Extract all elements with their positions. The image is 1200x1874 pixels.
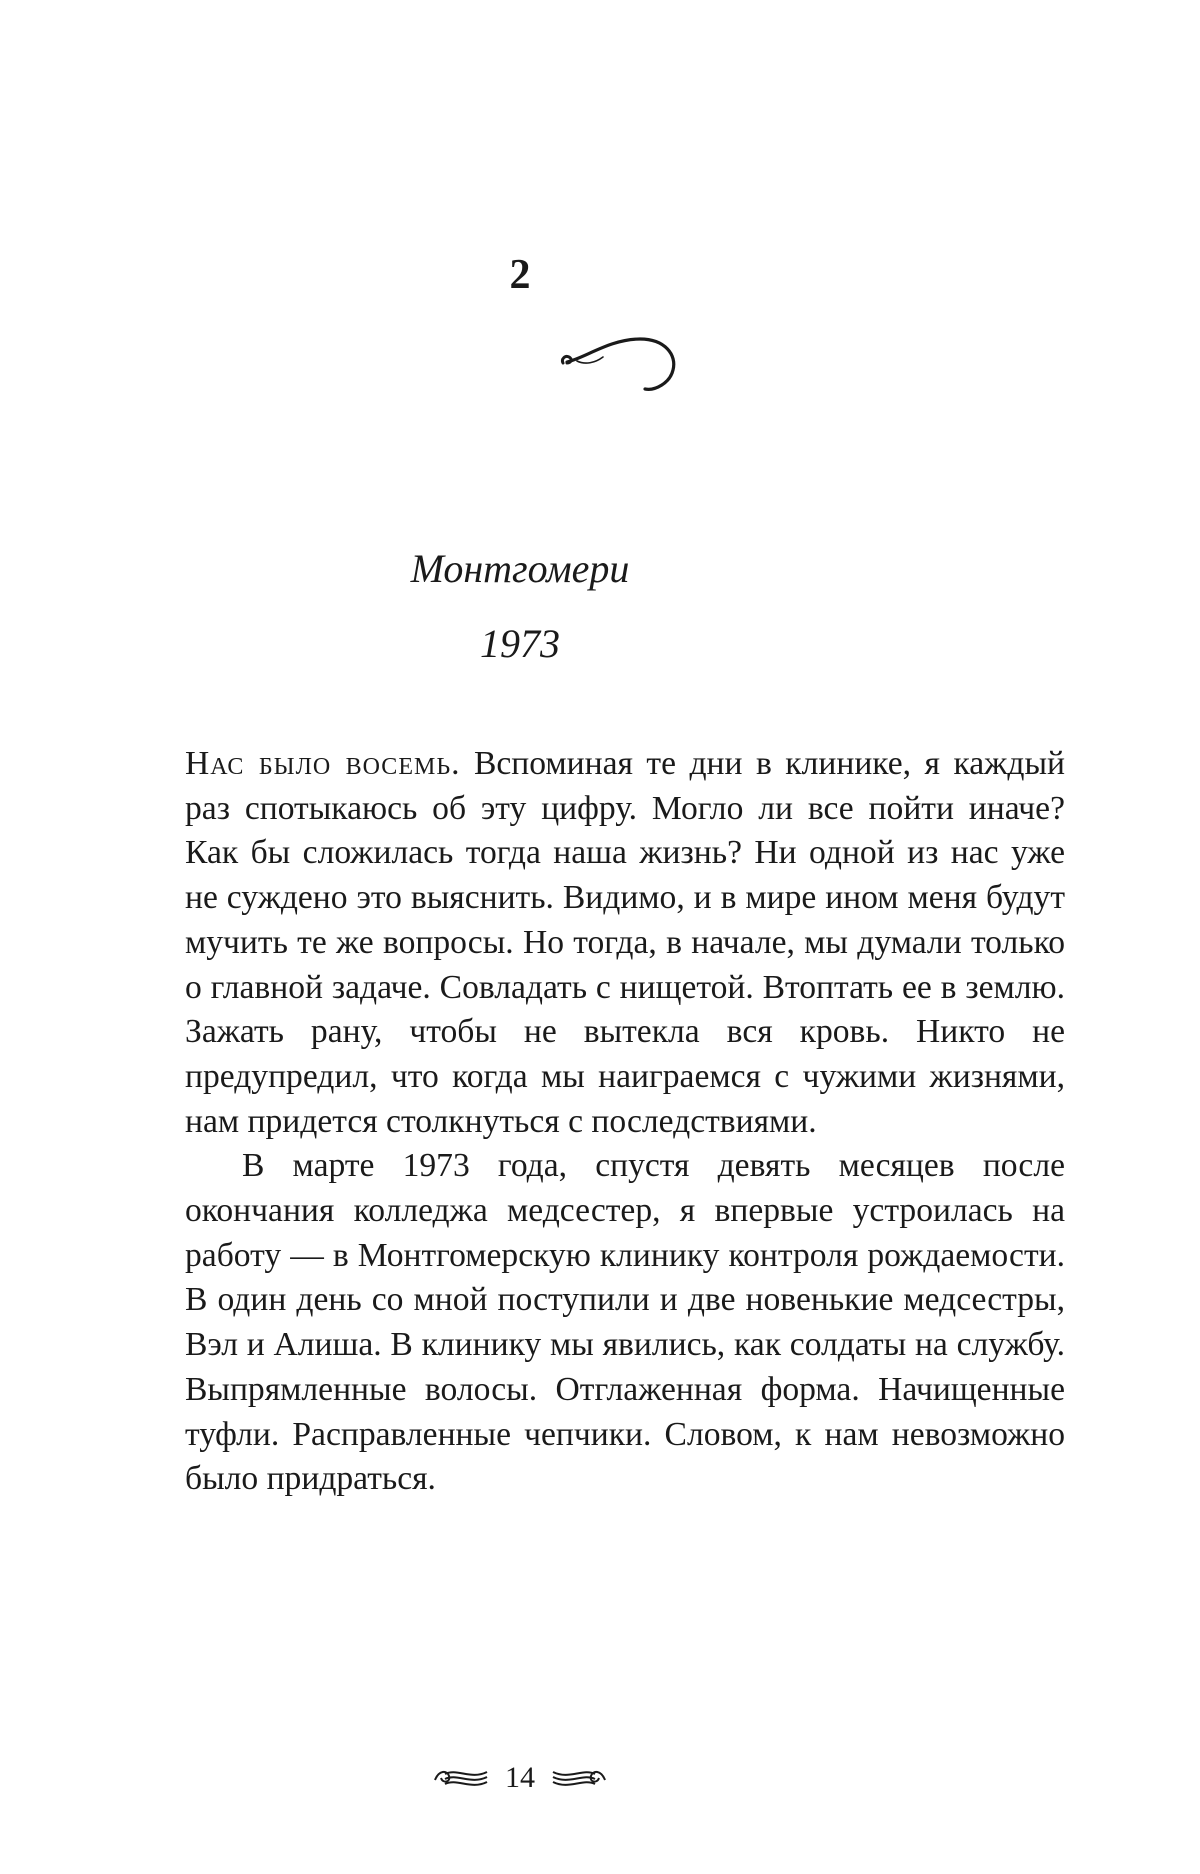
chapter-location: Монтгомери [410,546,630,591]
page-footer [0,1760,1040,1796]
wave-ornament-left-icon [431,1764,491,1792]
page-number: 14 [505,1761,535,1794]
paragraph-2: В марте 1973 года, спустя девять месяцев после окончания колледжа медсестер, я впервые устроилась на работу — в Монтгомерскую клинику контроля рождаемости. В один день со мной поступили и две новенькие медсестры, Вэл и Алиша. В клинику мы явились, как солдаты на службу. Выпрямленные волосы. Отглаженная форма. Начищенные туфли. Расправленные чепчики. Словом, к нам невозможно было придраться. [185,1147,1065,1498]
flourish-swash-icon [555,325,685,395]
wave-ornament-right-icon [549,1764,609,1792]
body-text [185,742,1065,1502]
paragraph-1-text: Вспоминая те дни в клинике, я каждый раз спотыкаюсь об эту цифру. Могло ли все пойти иначе? Как бы сложилась тогда наша жизнь? Ни одной из нас уже не суждено это выяснить. Видимо, и в мире ином меня будут мучить те же вопросы. Но тогда, в начале, мы думали только о главной задаче. Совладать с нищетой. Втоптать ее в землю. Зажать рану, чтобы не вытекла вся кровь. Никто не предупредил, что когда мы наиграемся с чужими жизнями, нам придется столкнуться с последствиями. [185,745,1065,1140]
chapter-year: 1973 [480,621,560,666]
chapter-number: 2 [509,252,531,298]
paragraph-1 [185,742,1065,1144]
lead-in: Нас было восемь. [185,745,461,782]
